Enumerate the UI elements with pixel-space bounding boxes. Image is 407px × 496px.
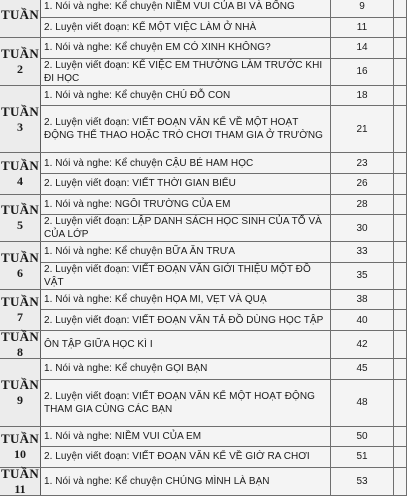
week-label: TUẦN: [0, 157, 40, 173]
lesson-title[interactable]: 2. Luyện viết đoạn: KỂ VIỆC EM THƯỜNG LÀM TRƯỚC KHI ĐI HỌC: [41, 58, 331, 85]
week-number: 4: [17, 173, 23, 188]
lesson-title[interactable]: 2. Luyện viết đoạn: VIẾT ĐOẠN VĂN KỂ MỘT HOẠT ĐỘNG THAM GIA CÙNG CÁC BẠN: [41, 379, 331, 426]
week-number: 5: [17, 218, 23, 233]
table-row: [0, 262, 407, 289]
week-number: 11: [14, 481, 26, 496]
week-label: TUẦN: [0, 249, 40, 265]
page-number: 28: [331, 194, 394, 215]
week-label: TUẦN: [0, 431, 40, 447]
week-cell: [0, 467, 41, 495]
week-cell: [0, 358, 41, 426]
page-number: 38: [331, 289, 394, 310]
table-row: [0, 153, 407, 174]
lesson-title[interactable]: 1. Nói và nghe: Kể chuyện CHÚ ĐỖ CON: [41, 85, 331, 106]
week-number: 3: [17, 119, 23, 134]
lesson-title[interactable]: 1. Nói và nghe: Kể chuyện EM CÓ XINH KHÔNG?: [41, 38, 331, 59]
table-row: [0, 358, 407, 379]
page-number: 26: [331, 173, 394, 194]
page-edge: [394, 426, 407, 447]
week-cell: [0, 153, 41, 194]
week-cell: [0, 194, 41, 242]
page-edge: [394, 379, 407, 426]
page-number: 14: [331, 38, 394, 59]
week-number: 7: [17, 310, 23, 325]
table-row: [0, 58, 407, 85]
page-edge: [394, 330, 407, 358]
page-number: 30: [331, 215, 394, 242]
week-label: TUẦN: [0, 202, 40, 218]
table-row: [0, 467, 407, 495]
table-row: [0, 38, 407, 59]
page-number: 35: [331, 262, 394, 289]
page-number: 21: [331, 106, 394, 153]
table-row: [0, 426, 407, 447]
page-edge: [394, 289, 407, 310]
page-number: 9: [331, 0, 394, 17]
table-row: [0, 242, 407, 263]
page-number: 16: [331, 58, 394, 85]
page-edge: [394, 310, 407, 331]
page-edge: [394, 358, 407, 379]
lesson-title[interactable]: 2. Luyện viết đoạn: KỂ MỘT VIỆC LÀM Ở NHÀ: [41, 17, 331, 38]
week-number: 8: [17, 344, 23, 359]
lesson-title[interactable]: 1. Nói và nghe: Kể chuyện CẬU BÉ HAM HỌC: [41, 153, 331, 174]
table-row: [0, 0, 407, 17]
page-number: 11: [331, 17, 394, 38]
table-row: [0, 379, 407, 426]
week-cell: [0, 242, 41, 290]
page-edge: [394, 17, 407, 38]
table-row: [0, 17, 407, 38]
table-row: [0, 106, 407, 153]
lesson-title[interactable]: 1. Nói và nghe: Kể chuyện BỮA ĂN TRƯA: [41, 242, 331, 263]
page-edge: [394, 242, 407, 263]
lesson-title[interactable]: 2. Luyện viết đoạn: VIẾT ĐOẠN VĂN KỂ VỀ GIỜ RA CHƠI: [41, 447, 331, 468]
week-cell: [0, 426, 41, 467]
table-row: [0, 330, 407, 358]
table-row: [0, 194, 407, 215]
week-label: TUẦN: [0, 465, 40, 481]
lesson-title[interactable]: 1. Nói và nghe: NIỀM VUI CỦA EM: [41, 426, 331, 447]
table-row: [0, 215, 407, 242]
week-label: TUẦN: [0, 294, 40, 310]
week-cell: [0, 0, 41, 38]
page-edge: [394, 194, 407, 215]
week-cell: [0, 330, 41, 358]
table-row: [0, 447, 407, 468]
week-cell: [0, 38, 41, 86]
week-cell: [0, 289, 41, 330]
week-label: TUẦN: [0, 376, 40, 392]
lesson-title[interactable]: 1. Nói và nghe: NGÔI TRƯỜNG CỦA EM: [41, 194, 331, 215]
lesson-title[interactable]: 2. Luyện viết đoạn: VIẾT THỜI GIAN BIỂU: [41, 173, 331, 194]
page-edge: [394, 215, 407, 242]
lesson-title[interactable]: 1. Nói và nghe: Kể chuyện GỌI BẠN: [41, 358, 331, 379]
lesson-title[interactable]: 2. Luyện viết đoạn: LẬP DANH SÁCH HỌC SINH CỦA TỔ VÀ CỦA LỚP: [41, 215, 331, 242]
week-label: TUẦN: [0, 103, 40, 119]
page-edge: [394, 85, 407, 106]
page-number: 48: [331, 379, 394, 426]
page-number: 33: [331, 242, 394, 263]
page-number: 40: [331, 310, 394, 331]
page-edge: [394, 58, 407, 85]
page-number: 50: [331, 426, 394, 447]
week-label: TUẦN: [0, 7, 40, 23]
page-edge: [394, 38, 407, 59]
week-number: 9: [17, 392, 23, 407]
week-number: 10: [14, 447, 26, 462]
week-number: 2: [17, 61, 23, 76]
lesson-title[interactable]: 2. Luyện viết đoạn: VIẾT ĐOẠN VĂN GIỚI THIỆU MỘT ĐỒ VẬT: [41, 262, 331, 289]
lesson-title[interactable]: 2. Luyện viết đoạn: VIẾT ĐOẠN VĂN TẢ ĐỒ DÙNG HỌC TẬP: [41, 310, 331, 331]
page-edge: [394, 467, 407, 495]
page-number: 53: [331, 467, 394, 495]
week-label: TUẦN: [0, 45, 40, 61]
week-cell: [0, 85, 41, 153]
page-number: 23: [331, 153, 394, 174]
page-number: 42: [331, 330, 394, 358]
page-number: 18: [331, 85, 394, 106]
page-edge: [394, 153, 407, 174]
week-number: 6: [17, 265, 23, 280]
lesson-title[interactable]: ÔN TẬP GIỮA HỌC KÌ I: [41, 330, 331, 358]
page-number: 51: [331, 447, 394, 468]
lesson-title[interactable]: 1. Nói và nghe: Kể chuyện NIỀM VUI CỦA BI VÀ BỐNG: [41, 0, 331, 17]
page-edge: [394, 0, 407, 17]
table-row: [0, 85, 407, 106]
page-edge: [394, 262, 407, 289]
page-edge: [394, 106, 407, 153]
lesson-title[interactable]: 1. Nói và nghe: Kể chuyện HỌA MI, VẸT VÀ QUẠ: [41, 289, 331, 310]
table-row: [0, 310, 407, 331]
page-edge: [394, 447, 407, 468]
page-number: 45: [331, 358, 394, 379]
table-row: [0, 289, 407, 310]
page-edge: [394, 173, 407, 194]
lesson-title[interactable]: 2. Luyện viết đoạn: VIẾT ĐOẠN VĂN KỂ VỀ MỘT HOẠT ĐỘNG THỂ THAO HOẶC TRÒ CHƠI THAM GIA Ở TRƯỜNG: [41, 106, 331, 153]
table-row: [0, 173, 407, 194]
week-label: TUẦN: [0, 328, 40, 344]
lesson-title[interactable]: 1. Nói và nghe: Kể chuyện CHÚNG MÌNH LÀ BẠN: [41, 467, 331, 495]
